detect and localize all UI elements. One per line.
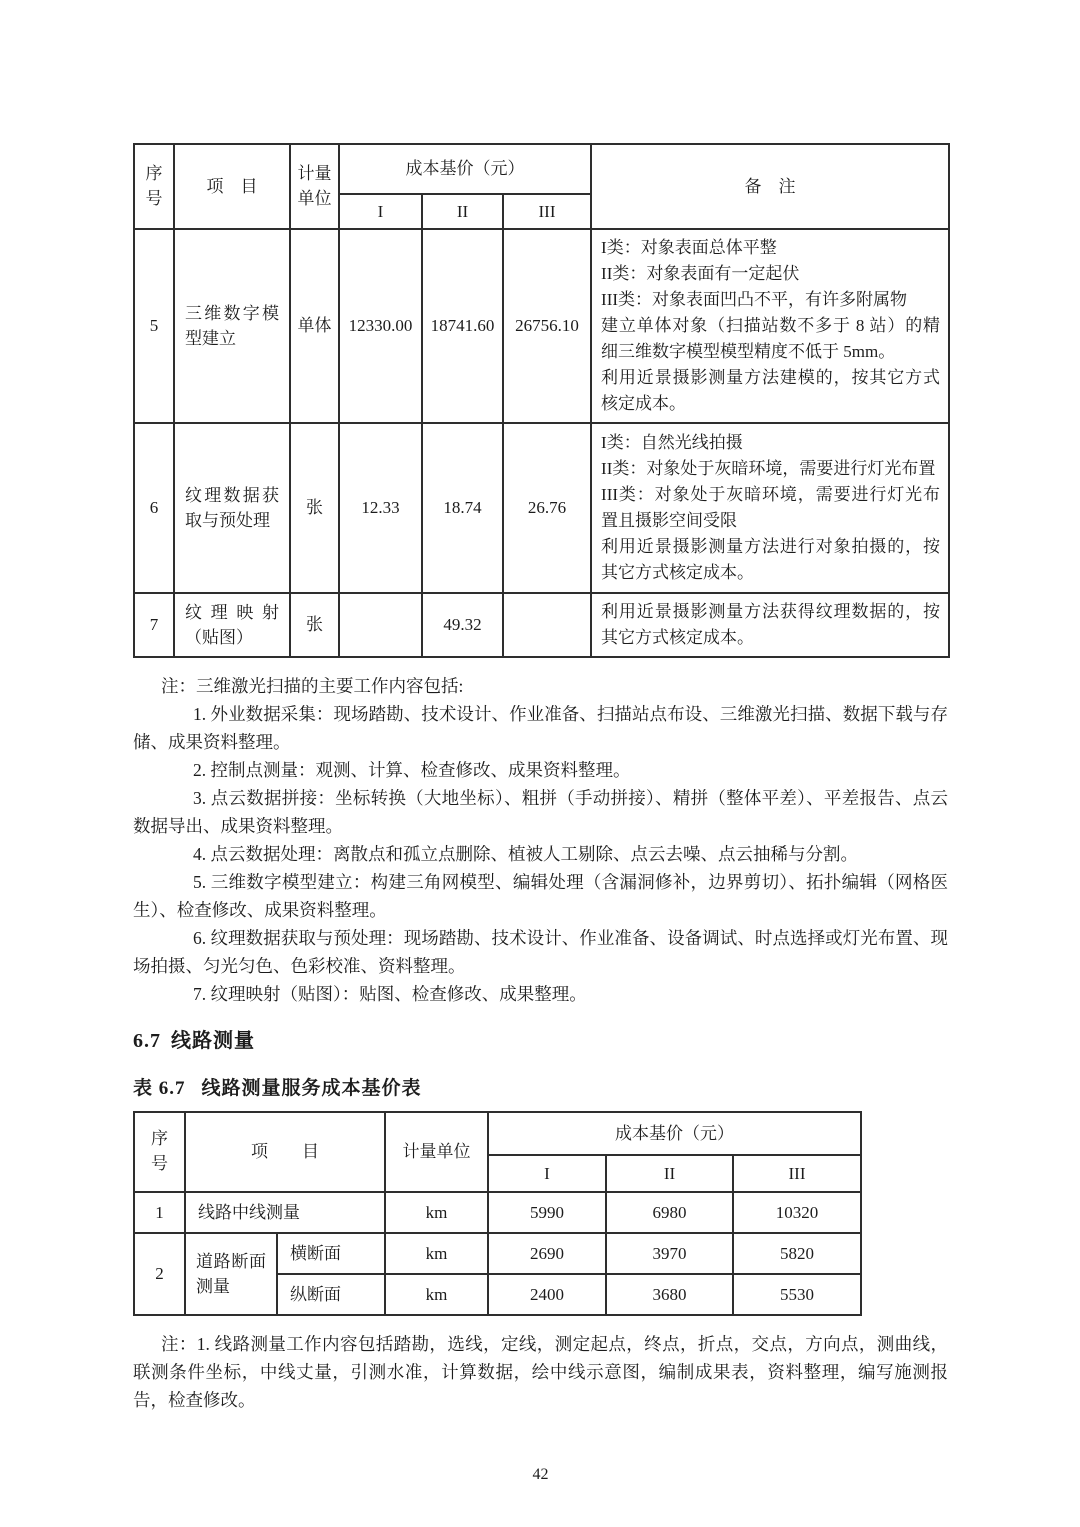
table1-notes — [133, 672, 948, 1008]
remark-line: 建立单体对象（扫描站数不多于 8 站）的精细三维数字模型模型精度不低于 5mm。 — [601, 316, 941, 361]
remark-line: I类：对象表面总体平整 — [601, 238, 777, 257]
col-header-unit — [290, 144, 339, 229]
cell-price-1: 2400 — [488, 1274, 606, 1315]
cell-price-3 — [503, 593, 591, 657]
note-item: 2. 控制点测量：观测、计算、检查修改、成果资料整理。 — [193, 760, 631, 780]
cell-unit: 单体 — [290, 229, 339, 423]
cell-no: 7 — [134, 593, 174, 657]
cell-price-2: 6980 — [606, 1192, 733, 1233]
col-header-class-1: I — [488, 1155, 606, 1192]
col-header-item: 项 目 — [174, 144, 290, 229]
col-header-class-2: II — [606, 1155, 733, 1192]
note-item: 1. 外业数据采集：现场踏勘、技术设计、作业准备、扫描站点布设、三维激光扫描、数据下载与存储、成果资料整理。 — [133, 704, 948, 752]
cell-sub-item: 横断面 — [277, 1233, 385, 1274]
note-item: 注：1. 线路测量工作内容包括踏勘，选线，定线，测定起点，终点，折点，交点，方向点，测曲线，联测条件坐标，中线丈量，引测水准，计算数据，绘中线示意图，编制成果表，资料整理，编写施测报告，检查修改。 — [133, 1334, 948, 1410]
cell-price-1: 2690 — [488, 1233, 606, 1274]
cell-no: 6 — [134, 423, 174, 593]
cell-unit: km — [385, 1233, 488, 1274]
col-header-unit-label: 计量单位 — [297, 163, 332, 208]
col-header-price-group: 成本基价（元） — [339, 144, 591, 194]
cell-item: 线路中线测量 — [185, 1192, 385, 1233]
col-header-remark: 备 注 — [591, 144, 949, 229]
cell-item: 道路断面测量 — [185, 1233, 277, 1315]
col-header-item: 项 目 — [185, 1112, 385, 1192]
table-row — [134, 1192, 861, 1233]
col-header-class-2: II — [422, 194, 503, 229]
col-header-unit: 计量单位 — [385, 1112, 488, 1192]
cell-item: 纹理映射（贴图） — [174, 593, 290, 657]
cell-price-3: 5530 — [733, 1274, 861, 1315]
cell-unit: 张 — [290, 593, 339, 657]
3d-laser-scan-cost-table — [133, 143, 950, 658]
cell-unit: 张 — [290, 423, 339, 593]
remark-line: 利用近景摄影测量方法进行对象拍摄的，按其它方式核定成本。 — [601, 537, 941, 582]
section-heading — [133, 1024, 950, 1053]
remark-line: I类：自然光线拍摄 — [601, 433, 743, 452]
cell-price-3: 5820 — [733, 1233, 861, 1274]
line-survey-cost-table — [133, 1111, 862, 1316]
col-header-class-3: III — [503, 194, 591, 229]
table1-header-row-1 — [134, 144, 949, 194]
remark-line: III类：对象处于灰暗环境，需要进行灯光布置且摄影空间受限 — [601, 485, 941, 530]
cell-unit: km — [385, 1192, 488, 1233]
cell-item: 纹理数据获取与预处理 — [174, 423, 290, 593]
col-header-no-label: 序号 — [150, 1129, 168, 1173]
cell-price-1: 5990 — [488, 1192, 606, 1233]
table2-notes — [133, 1330, 948, 1414]
table-caption-title: 线路测量服务成本基价表 — [201, 1078, 422, 1099]
table2-header-row-1 — [134, 1112, 861, 1155]
remark-line: III类：对象表面凹凸不平，有许多附属物 — [601, 290, 908, 309]
col-header-price-group: 成本基价（元） — [488, 1112, 861, 1155]
cell-price-3: 10320 — [733, 1192, 861, 1233]
table-row — [134, 593, 949, 657]
section-title: 线路测量 — [171, 1030, 255, 1052]
cell-no: 1 — [134, 1192, 185, 1233]
cell-price-2: 18741.60 — [422, 229, 503, 423]
cell-item: 三维数字模型建立 — [174, 229, 290, 423]
cell-price-3: 26756.10 — [503, 229, 591, 423]
cell-price-2: 3680 — [606, 1274, 733, 1315]
cell-remark — [591, 423, 949, 593]
table-caption-label: 表 6.7 — [133, 1078, 186, 1099]
remark-line: II类：对象表面有一定起伏 — [601, 264, 800, 283]
page-number: 42 — [532, 1466, 549, 1483]
col-header-no — [134, 1112, 185, 1192]
col-header-class-3: III — [733, 1155, 861, 1192]
cell-remark — [591, 593, 949, 657]
note-head: 注：三维激光扫描的主要工作内容包括: — [161, 676, 464, 696]
table-caption — [133, 1073, 950, 1100]
section-number: 6.7 — [133, 1030, 161, 1052]
cell-remark — [591, 229, 949, 423]
col-header-no-label: 序号 — [145, 163, 163, 208]
cell-price-2: 49.32 — [422, 593, 503, 657]
cell-price-1: 12330.00 — [339, 229, 422, 423]
note-item: 5. 三维数字模型建立：构建三角网模型、编辑处理（含漏洞修补，边界剪切）、拓扑编辑（网格医生）、检查修改、成果资料整理。 — [133, 872, 948, 920]
col-header-class-1: I — [339, 194, 422, 229]
cell-unit: km — [385, 1274, 488, 1315]
cell-no: 5 — [134, 229, 174, 423]
cell-price-2: 3970 — [606, 1233, 733, 1274]
note-item: 3. 点云数据拼接：坐标转换（大地坐标）、粗拼（手动拼接）、精拼（整体平差）、平差报告、点云数据导出、成果资料整理。 — [133, 788, 948, 836]
note-item: 4. 点云数据处理：离散点和孤立点删除、植被人工剔除、点云去噪、点云抽稀与分割。 — [193, 844, 858, 864]
cell-price-1 — [339, 593, 422, 657]
cell-price-2: 18.74 — [422, 423, 503, 593]
table-row — [134, 1233, 861, 1274]
table-row — [134, 423, 949, 593]
table-row — [134, 229, 949, 423]
remark-line: 利用近景摄影测量方法获得纹理数据的，按其它方式核定成本。 — [601, 602, 941, 647]
cell-no: 2 — [134, 1233, 185, 1315]
col-header-no — [134, 144, 174, 229]
remark-line: 利用近景摄影测量方法建模的，按其它方式核定成本。 — [601, 368, 941, 413]
note-item: 7. 纹理映射（贴图）：贴图、检查修改、成果整理。 — [193, 984, 587, 1004]
note-item: 6. 纹理数据获取与预处理：现场踏勘、技术设计、作业准备、设备调试、时点选择或灯光布置、现场拍摄、匀光匀色、色彩校准、资料整理。 — [133, 928, 948, 976]
cell-price-1: 12.33 — [339, 423, 422, 593]
cell-sub-item: 纵断面 — [277, 1274, 385, 1315]
remark-line: II类：对象处于灰暗环境，需要进行灯光布置 — [601, 459, 936, 478]
cell-price-3: 26.76 — [503, 423, 591, 593]
